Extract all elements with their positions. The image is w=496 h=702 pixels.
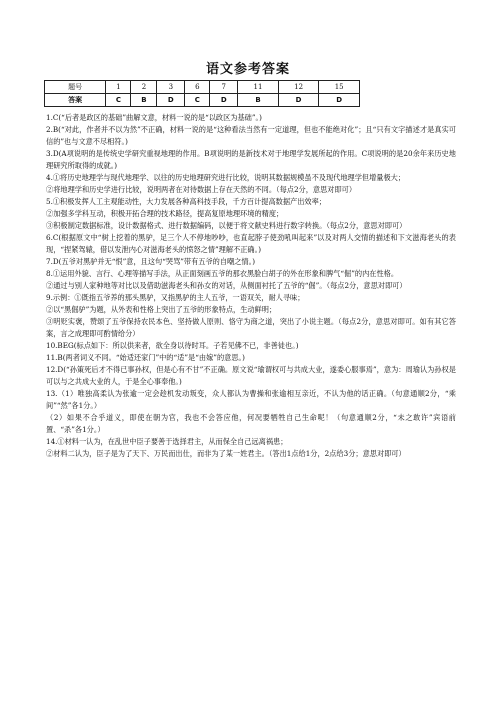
answer-cell: C: [106, 94, 131, 107]
answer-paragraph: 1.C(“后者是政区的基础”曲解文意，材料一说的是“以政区为基础”。): [46, 113, 262, 122]
answer-cell: D: [210, 94, 238, 107]
answer-table-answer-row: [45, 94, 360, 107]
header-cell: 12: [278, 81, 319, 94]
answer-paragraph: 2.B(“对此，作者并不以为然”不正确，材料一说的是“这种看法当然有一定道理，但也不能绝对化”；且“只有文字描述才是真实可信的”也与文意不尽相符。): [46, 125, 456, 146]
answer-cell: B: [238, 94, 279, 107]
answer-paragraph: ②材料二认为，臣子是为了天下、万民而出仕，而非为了某一姓君主。（答出1点给1分，2点给3分；意思对即可）: [46, 449, 406, 458]
header-cell: 7: [210, 81, 238, 94]
answer-cell: D: [278, 94, 319, 107]
answer-paragraph: 3.D(A项说明的是传统史学研究重视地理的作用。B项说明的是新技术对于地理学发展所起的作用。C项说明的是20余年来历史地理研究所取得的成就。): [46, 149, 456, 170]
header-cell: 2: [131, 81, 157, 94]
header-cell: 11: [238, 81, 279, 94]
answer-cell: C: [185, 94, 210, 107]
answer-table-header-row: [45, 81, 360, 94]
answer-paragraph: ②加强多学科互动，积极开拓合理的技术路径，提高复原地理环境的精度；: [46, 209, 284, 218]
answer-paragraph: 12.D(“孙策死后才不得已事孙权，但是心有不甘”不正确。原文说“瑜谓权可与共成大业，遂委心服事焉”，意为：周瑜认为孙权是可以与之共成大业的人，于是全心事奉他。): [46, 365, 456, 386]
header-cell: 3: [157, 81, 185, 94]
answer-paragraph: ②以“黑倔驴”为题，从外表和性格上突出了五爷的形象特点，生动鲜明；: [46, 305, 277, 314]
answer-paragraph: （2）如果不合乎道义，即使在朝为官，我也不会答应他，何况要牺牲自己生命呢！（句意通顺2分，“未之敢许”宾语前置、“杀”各1分。）: [46, 413, 456, 434]
answer-paragraph: 8.①运用外貌、言行、心理等描写手法，从正面刻画五爷的那衣黑脸白胡子的外在形象和脾气“倔”的内在性格。: [46, 269, 399, 278]
header-cell: 1: [106, 81, 131, 94]
answer-paragraph: 11.B(两者词义不同。“始适还家门”中的“适”是“由嫁”的意思。): [46, 353, 245, 362]
answer-paragraph: 14.①材料一认为，在乱世中臣子要善于选择君主，从而保全自己远离祸患；: [46, 437, 288, 446]
header-cell: 15: [319, 81, 360, 94]
answer-paragraph: 6.C(根据原文中“树上挖着的黑驴，足三个人不停地吵吵，也直起脖子使劲吼叫起来”以及对两人交情的描述和下文滋海老头的表现，“捏紧驾辕，借以发泄内心对滋海老头的愤怒之情”理解不正确。): [46, 233, 456, 254]
answer-paragraph: 7.D(五爷对黑驴并无“恨”意，且这句“哭骂”带有五爷的自嘲之情。): [46, 257, 256, 266]
answer-paragraph: 13.（1）唯独高柔认为张逾一定会趁机发动叛变，众人都认为曹操和张逾相互亲近，不认为他的话正确。（句意通顺2分，“乘间”“然”各1分。）: [46, 389, 456, 410]
header-cell: 题号: [45, 81, 106, 94]
answer-paragraph: ③积极制定数据标准，设计数据格式、进行数据编码，以便于将文献史料进行数字转换。（每点2分，意思对即可）: [46, 221, 407, 230]
document-title: 语文参考答案: [205, 62, 290, 77]
header-cell: 6: [185, 81, 210, 94]
answer-paragraph: ②通过与别人家种地等对比以及借助滋海老头和孙女的对话，从侧面衬托了五爷的“倔”。（每点2分，意思对即可）: [46, 281, 407, 290]
answer-cell: B: [131, 94, 157, 107]
answer-cell: D: [157, 94, 185, 107]
answer-paragraph: ③明贬实褒，赞颂了五爷保持农民本色、坚持做人原则、恪守为商之道，突出了小说主题。（每点2分，意思对即可。如有其它答案，言之成理即可酌情给分）: [46, 317, 456, 338]
answer-paragraph: ②将地理学和历史学进行比较，说明两者在对待数据上存在天然的不同。（每点2分，意思对即可）: [46, 185, 357, 194]
answer-cell: D: [319, 94, 360, 107]
answer-paragraph: 4.①将历史地理学与现代地理学、以往的历史地理研究进行比较，说明其数据规模虽不及现代地理学但增量极大；: [46, 173, 406, 182]
answer-paragraph: 5.①积极发挥人工主观能动性，大力发展各种高科技手段，千方百计提高数据产出效率；: [46, 197, 326, 206]
answer-table: [44, 80, 360, 107]
answer-paragraph: 9.示例：①既指五爷养的那头黑驴，又指黑驴的主人五爷，一语双关，耐人寻味；: [46, 293, 305, 302]
answer-cell: 答案: [45, 94, 106, 107]
answer-explanations: [46, 112, 456, 460]
answer-paragraph: 10.BEG(标点如下：所以供来者，欲全身以待时耳。子若见佛不已，非善徒也。): [46, 341, 299, 350]
